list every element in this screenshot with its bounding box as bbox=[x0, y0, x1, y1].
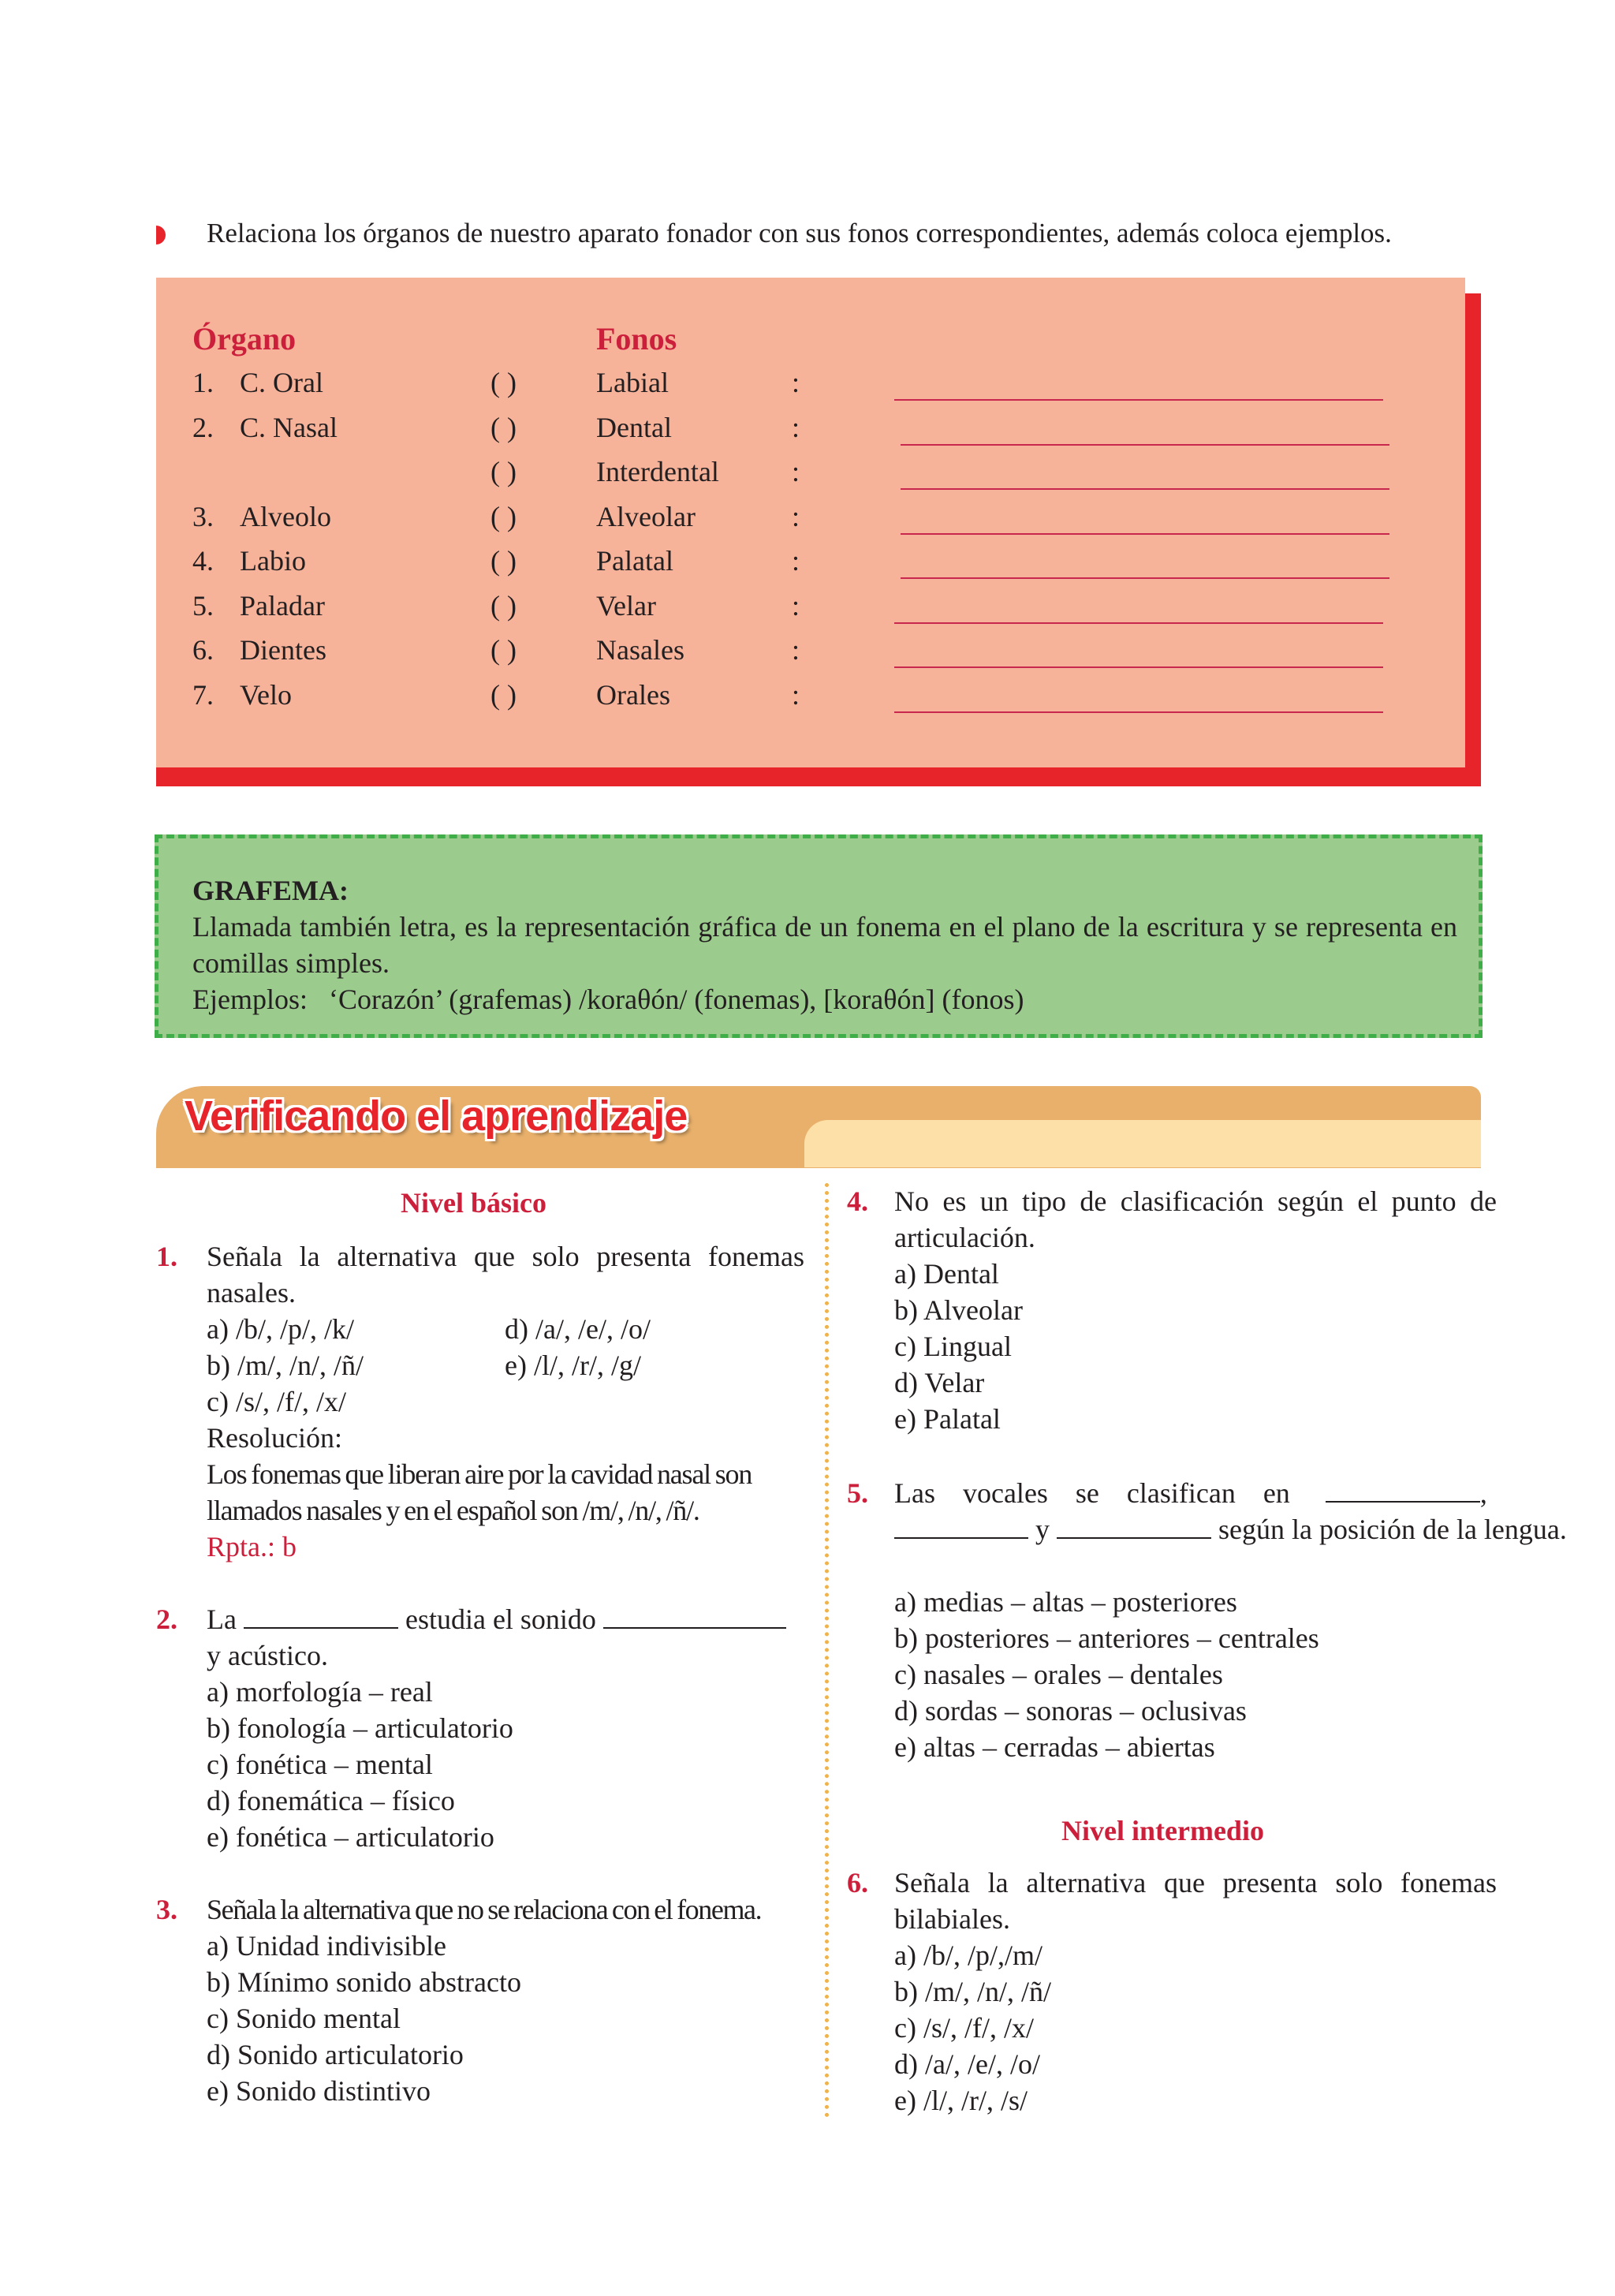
example-blank-line[interactable] bbox=[901, 444, 1389, 446]
match-parenthesis[interactable]: ( ) bbox=[490, 412, 517, 443]
organ-number: 7. bbox=[192, 679, 214, 711]
q3-option: b) Mínimo sonido abstracto bbox=[207, 1966, 521, 1998]
organ-number: 6. bbox=[192, 634, 214, 666]
column-divider bbox=[825, 1183, 829, 2118]
q6-text: Señala la alternativa que presenta solo fonemas bilabiales. bbox=[894, 1867, 1497, 1935]
match-parenthesis[interactable]: ( ) bbox=[490, 679, 517, 711]
q6-number: 6. bbox=[847, 1867, 868, 1898]
q2-option: d) fonemática – físico bbox=[207, 1785, 455, 1816]
example-blank-line[interactable] bbox=[894, 399, 1383, 401]
q3-option: e) Sonido distintivo bbox=[207, 2075, 431, 2107]
organ-label: Labio bbox=[240, 545, 306, 577]
colon: : bbox=[792, 590, 800, 622]
q1-number: 1. bbox=[156, 1241, 177, 1272]
q3-option: c) Sonido mental bbox=[207, 2003, 401, 2034]
match-parenthesis[interactable]: ( ) bbox=[490, 634, 517, 666]
colon: : bbox=[792, 412, 800, 443]
q2-number: 2. bbox=[156, 1603, 177, 1635]
q1-resolution-label: Resolución: bbox=[207, 1422, 342, 1454]
phone-label: Alveolar bbox=[596, 501, 696, 532]
organ-label: Alveolo bbox=[240, 501, 331, 532]
organ-label: Velo bbox=[240, 679, 292, 711]
instruction-text: Relaciona los órganos de nuestro aparato fonador con sus fonos correspondientes, además coloca ejemplos. bbox=[207, 218, 1392, 248]
organ-number: 3. bbox=[192, 501, 214, 532]
match-parenthesis[interactable]: ( ) bbox=[490, 501, 517, 532]
q1-text: Señala la alternativa que solo presenta fonemas nasales. bbox=[207, 1241, 804, 1309]
q2-text-cont: y acústico. bbox=[207, 1640, 328, 1671]
phone-label: Velar bbox=[596, 590, 656, 622]
q5-number: 5. bbox=[847, 1477, 868, 1509]
organ-number: 1. bbox=[192, 367, 214, 398]
organ-header: Órgano bbox=[192, 321, 297, 357]
q4-option: b) Alveolar bbox=[894, 1294, 1023, 1326]
organ-number: 2. bbox=[192, 412, 214, 443]
colon: : bbox=[792, 456, 800, 487]
example-blank-line[interactable] bbox=[901, 533, 1389, 535]
organ-label: Dientes bbox=[240, 634, 326, 666]
q5-option: a) medias – altas – posteriores bbox=[894, 1586, 1237, 1618]
example-blank-line[interactable] bbox=[894, 711, 1383, 713]
q1-option-d: d) /a/, /e/, /o/ bbox=[505, 1313, 651, 1345]
level-intermediate: Nivel intermedio bbox=[1061, 1815, 1264, 1846]
q3-option: a) Unidad indivisible bbox=[207, 1930, 446, 1962]
match-parenthesis[interactable]: ( ) bbox=[490, 367, 517, 398]
section-title: Verificando el aprendizaje bbox=[185, 1092, 688, 1140]
q6-option: d) /a/, /e/, /o/ bbox=[894, 2048, 1040, 2080]
q5-option: c) nasales – orales – dentales bbox=[894, 1659, 1223, 1690]
organ-label: Paladar bbox=[240, 590, 325, 622]
grafema-examples: Ejemplos: ‘Corazón’ (grafemas) /koraθón/ (fonemas), [koraθón] (fonos) bbox=[192, 984, 1024, 1015]
q4-option: e) Palatal bbox=[894, 1403, 1001, 1435]
q2-option: a) morfología – real bbox=[207, 1676, 433, 1708]
organ-number: 5. bbox=[192, 590, 214, 622]
colon: : bbox=[792, 679, 800, 711]
q3-option: d) Sonido articulatorio bbox=[207, 2039, 464, 2070]
phone-label: Interdental bbox=[596, 456, 719, 487]
organ-label: C. Oral bbox=[240, 367, 323, 398]
q2-text: La estudia el sonido bbox=[207, 1601, 806, 1637]
q4-number: 4. bbox=[847, 1185, 868, 1217]
colon: : bbox=[792, 367, 800, 398]
q6-option: c) /s/, /f/, /x/ bbox=[894, 2012, 1034, 2044]
q5-text-line2: y según la posición de la lengua. bbox=[894, 1511, 1497, 1547]
phone-header: Fonos bbox=[596, 321, 677, 357]
q3-text: Señala la alternativa que no se relaciona con el fonema. bbox=[207, 1894, 762, 1925]
q4-text: No es un tipo de clasificación según el punto de articulación. bbox=[894, 1185, 1497, 1253]
grafema-title: GRAFEMA: bbox=[192, 875, 349, 906]
phone-label: Nasales bbox=[596, 634, 684, 666]
table-shadow-bottom bbox=[156, 767, 1481, 786]
q5-blank-1[interactable] bbox=[1326, 1477, 1480, 1503]
example-blank-line[interactable] bbox=[901, 488, 1389, 490]
match-parenthesis[interactable]: ( ) bbox=[490, 545, 517, 577]
example-blank-line[interactable] bbox=[901, 577, 1389, 579]
q3-number: 3. bbox=[156, 1894, 177, 1925]
phone-label: Palatal bbox=[596, 545, 673, 577]
q1-option-c: c) /s/, /f/, /x/ bbox=[207, 1386, 346, 1417]
colon: : bbox=[792, 545, 800, 577]
section-banner-tab bbox=[804, 1120, 1481, 1167]
q1-resolution: Los fonemas que liberan aire por la cavidad nasal son llamados nasales y en el español son /m/, /n/, /ñ/. bbox=[207, 1458, 752, 1526]
q2-option: b) fonología – articulatorio bbox=[207, 1712, 513, 1744]
q5-option: b) posteriores – anteriores – centrales bbox=[894, 1622, 1319, 1654]
q1-answer: Rpta.: b bbox=[207, 1531, 297, 1562]
q2-blank-2[interactable] bbox=[603, 1603, 786, 1629]
example-blank-line[interactable] bbox=[894, 666, 1383, 668]
grafema-definition: Llamada también letra, es la representación gráfica de un fonema en el plano de la escritura y se representa en comillas simples. bbox=[192, 911, 1457, 979]
q6-option: a) /b/, /p/,/m/ bbox=[894, 1939, 1042, 1971]
phone-label: Labial bbox=[596, 367, 669, 398]
colon: : bbox=[792, 634, 800, 666]
q2-option: e) fonética – articulatorio bbox=[207, 1821, 494, 1853]
example-blank-line[interactable] bbox=[894, 622, 1383, 624]
q5-option: d) sordas – sonoras – oclusivas bbox=[894, 1695, 1247, 1727]
q5-blank-2[interactable] bbox=[894, 1514, 1028, 1539]
colon: : bbox=[792, 501, 800, 532]
level-basic: Nivel básico bbox=[401, 1187, 546, 1219]
match-parenthesis[interactable]: ( ) bbox=[490, 456, 517, 487]
q2-option: c) fonética – mental bbox=[207, 1749, 433, 1780]
q6-option: e) /l/, /r/, /s/ bbox=[894, 2085, 1028, 2116]
match-parenthesis[interactable]: ( ) bbox=[490, 590, 517, 622]
q4-option: d) Velar bbox=[894, 1367, 985, 1398]
bullet-marker bbox=[156, 226, 166, 245]
q5-option: e) altas – cerradas – abiertas bbox=[894, 1731, 1215, 1763]
table-shadow bbox=[1465, 293, 1481, 786]
phone-label: Orales bbox=[596, 679, 670, 711]
phone-label: Dental bbox=[596, 412, 672, 443]
q2-blank-1[interactable] bbox=[244, 1603, 398, 1629]
q5-blank-3[interactable] bbox=[1057, 1514, 1211, 1539]
q1-option-e: e) /l/, /r/, /g/ bbox=[505, 1350, 641, 1381]
organ-number: 4. bbox=[192, 545, 214, 577]
q5-text-line1: Las vocales se clasifican en , bbox=[894, 1477, 1487, 1509]
q4-option: c) Lingual bbox=[894, 1331, 1012, 1362]
matching-table bbox=[156, 278, 1465, 767]
organ-label: C. Nasal bbox=[240, 412, 338, 443]
q1-option-b: b) /m/, /n/, /ñ/ bbox=[207, 1350, 364, 1381]
q6-option: b) /m/, /n/, /ñ/ bbox=[894, 1976, 1052, 2007]
q4-option: a) Dental bbox=[894, 1258, 999, 1290]
q1-option-a: a) /b/, /p/, /k/ bbox=[207, 1313, 354, 1345]
